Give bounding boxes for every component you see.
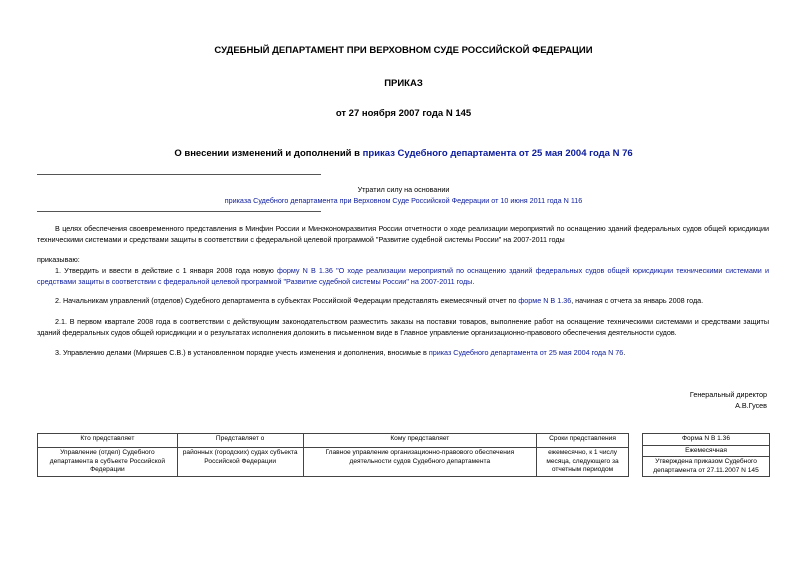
cell-deadline: ежемесячно, к 1 числу месяца, следующего за отчетным периодом bbox=[537, 448, 629, 477]
paragraph-1 bbox=[37, 266, 769, 287]
paragraph-2-1: 2.1. В первом квартале 2008 года в соответствии с действующим законодательством разместить заказы на поставки товаров, выполнение работ на оснащение техническими системами и средствами защиты зданий федеральных судов общей юрисдикции и о результатах исполнения доложить в письменном виде в Главное управление организационно-правового обеспечения деятельности судов. bbox=[37, 317, 769, 337]
cell-who: Управление (отдел) Судебного департамента в субъекте Российской Федерации bbox=[38, 448, 178, 477]
form-info-table bbox=[37, 433, 629, 477]
form-side-table bbox=[642, 433, 770, 477]
p2-prefix: 2. Начальникам управлений (отделов) Судебного департамента в субъектах Российской Федерации представлять ежемесячный отчет по bbox=[55, 296, 519, 305]
subject-link[interactable]: приказ Судебного департамента от 25 мая 2004 года N 76 bbox=[362, 148, 633, 159]
cell-about: районных (городских) судах субъекта Российской Федерации bbox=[177, 448, 303, 477]
form-period: Ежемесячная bbox=[643, 445, 770, 457]
cell-to-whom: Главное управление организационно-правового обеспечения деятельности судов Судебного департамента bbox=[303, 448, 537, 477]
signature-position: Генеральный директор bbox=[689, 390, 767, 399]
p2-suffix: , начиная с отчета за январь 2008 года. bbox=[571, 296, 704, 305]
p3-prefix: 3. Управлению делами (Миряшев С.В.) в установленном порядке учесть изменения и дополнения, вносимые в bbox=[55, 348, 429, 357]
form-approved: Утверждена приказом Судебного департамента от 27.11.2007 N 145 bbox=[643, 457, 770, 477]
p1-suffix: . bbox=[472, 276, 475, 286]
org-title: СУДЕБНЫЙ ДЕПАРТАМЕНТ ПРИ ВЕРХОВНОМ СУДЕ РОССИЙСКОЙ ФЕДЕРАЦИИ bbox=[214, 45, 593, 56]
p1-prefix: 1. Утвердить и ввести в действие с 1 января 2008 года новую bbox=[55, 266, 277, 275]
paragraph-3 bbox=[37, 348, 769, 359]
form-number: Форма N В 1.36 bbox=[643, 434, 770, 446]
col-header-deadline: Сроки представления bbox=[537, 434, 629, 448]
intro-paragraph: В целях обеспечения своевременного представления в Минфин России и Минэкономразвития России отчетности о ходе реализации мероприятий по оснащению зданий федеральных судов общей юрисдикции техническими системами и средствами защиты в соответствии с федеральной целевой программой "Развитие судебной системы России" на 2007-2011 годы bbox=[37, 224, 769, 244]
order-link[interactable]: приказ Судебного департамента от 25 мая 2004 года N 76 bbox=[428, 348, 624, 357]
signature-name: А.В.Гусев bbox=[735, 401, 767, 410]
notice-link[interactable]: приказа Судебного департамента при Верховном Суде Российской Федерации от 10 июня 2011 года N 116 bbox=[224, 196, 583, 205]
col-header-to-whom: Кому представляет bbox=[303, 434, 537, 448]
doc-type: ПРИКАЗ bbox=[384, 78, 423, 89]
form-link-2[interactable]: форме N В 1.36 bbox=[518, 296, 572, 305]
divider-bottom bbox=[37, 211, 321, 212]
col-header-who: Кто представляет bbox=[38, 434, 178, 448]
p3-suffix: . bbox=[623, 348, 626, 357]
divider-top bbox=[37, 174, 321, 175]
doc-date-number: от 27 ноября 2007 года N 145 bbox=[335, 108, 472, 119]
paragraph-2 bbox=[37, 296, 769, 307]
table-row bbox=[38, 448, 629, 477]
order-word: приказываю: bbox=[37, 255, 80, 264]
form-link[interactable]: форму N В 1.36 "О ходе реализации мероприятий по оснащению зданий федеральных судов общей юрисдикции техническими системами и средствами защиты в соответствии с федеральной целевой программой "Развитие судебной системы России" на 2007-2011 годы bbox=[37, 266, 769, 286]
col-header-about: Представляет о bbox=[177, 434, 303, 448]
subject-prefix: О внесении изменений и дополнений в bbox=[174, 148, 363, 159]
doc-subject bbox=[0, 148, 807, 159]
notice-line1: Утратил силу на основании bbox=[357, 185, 450, 194]
